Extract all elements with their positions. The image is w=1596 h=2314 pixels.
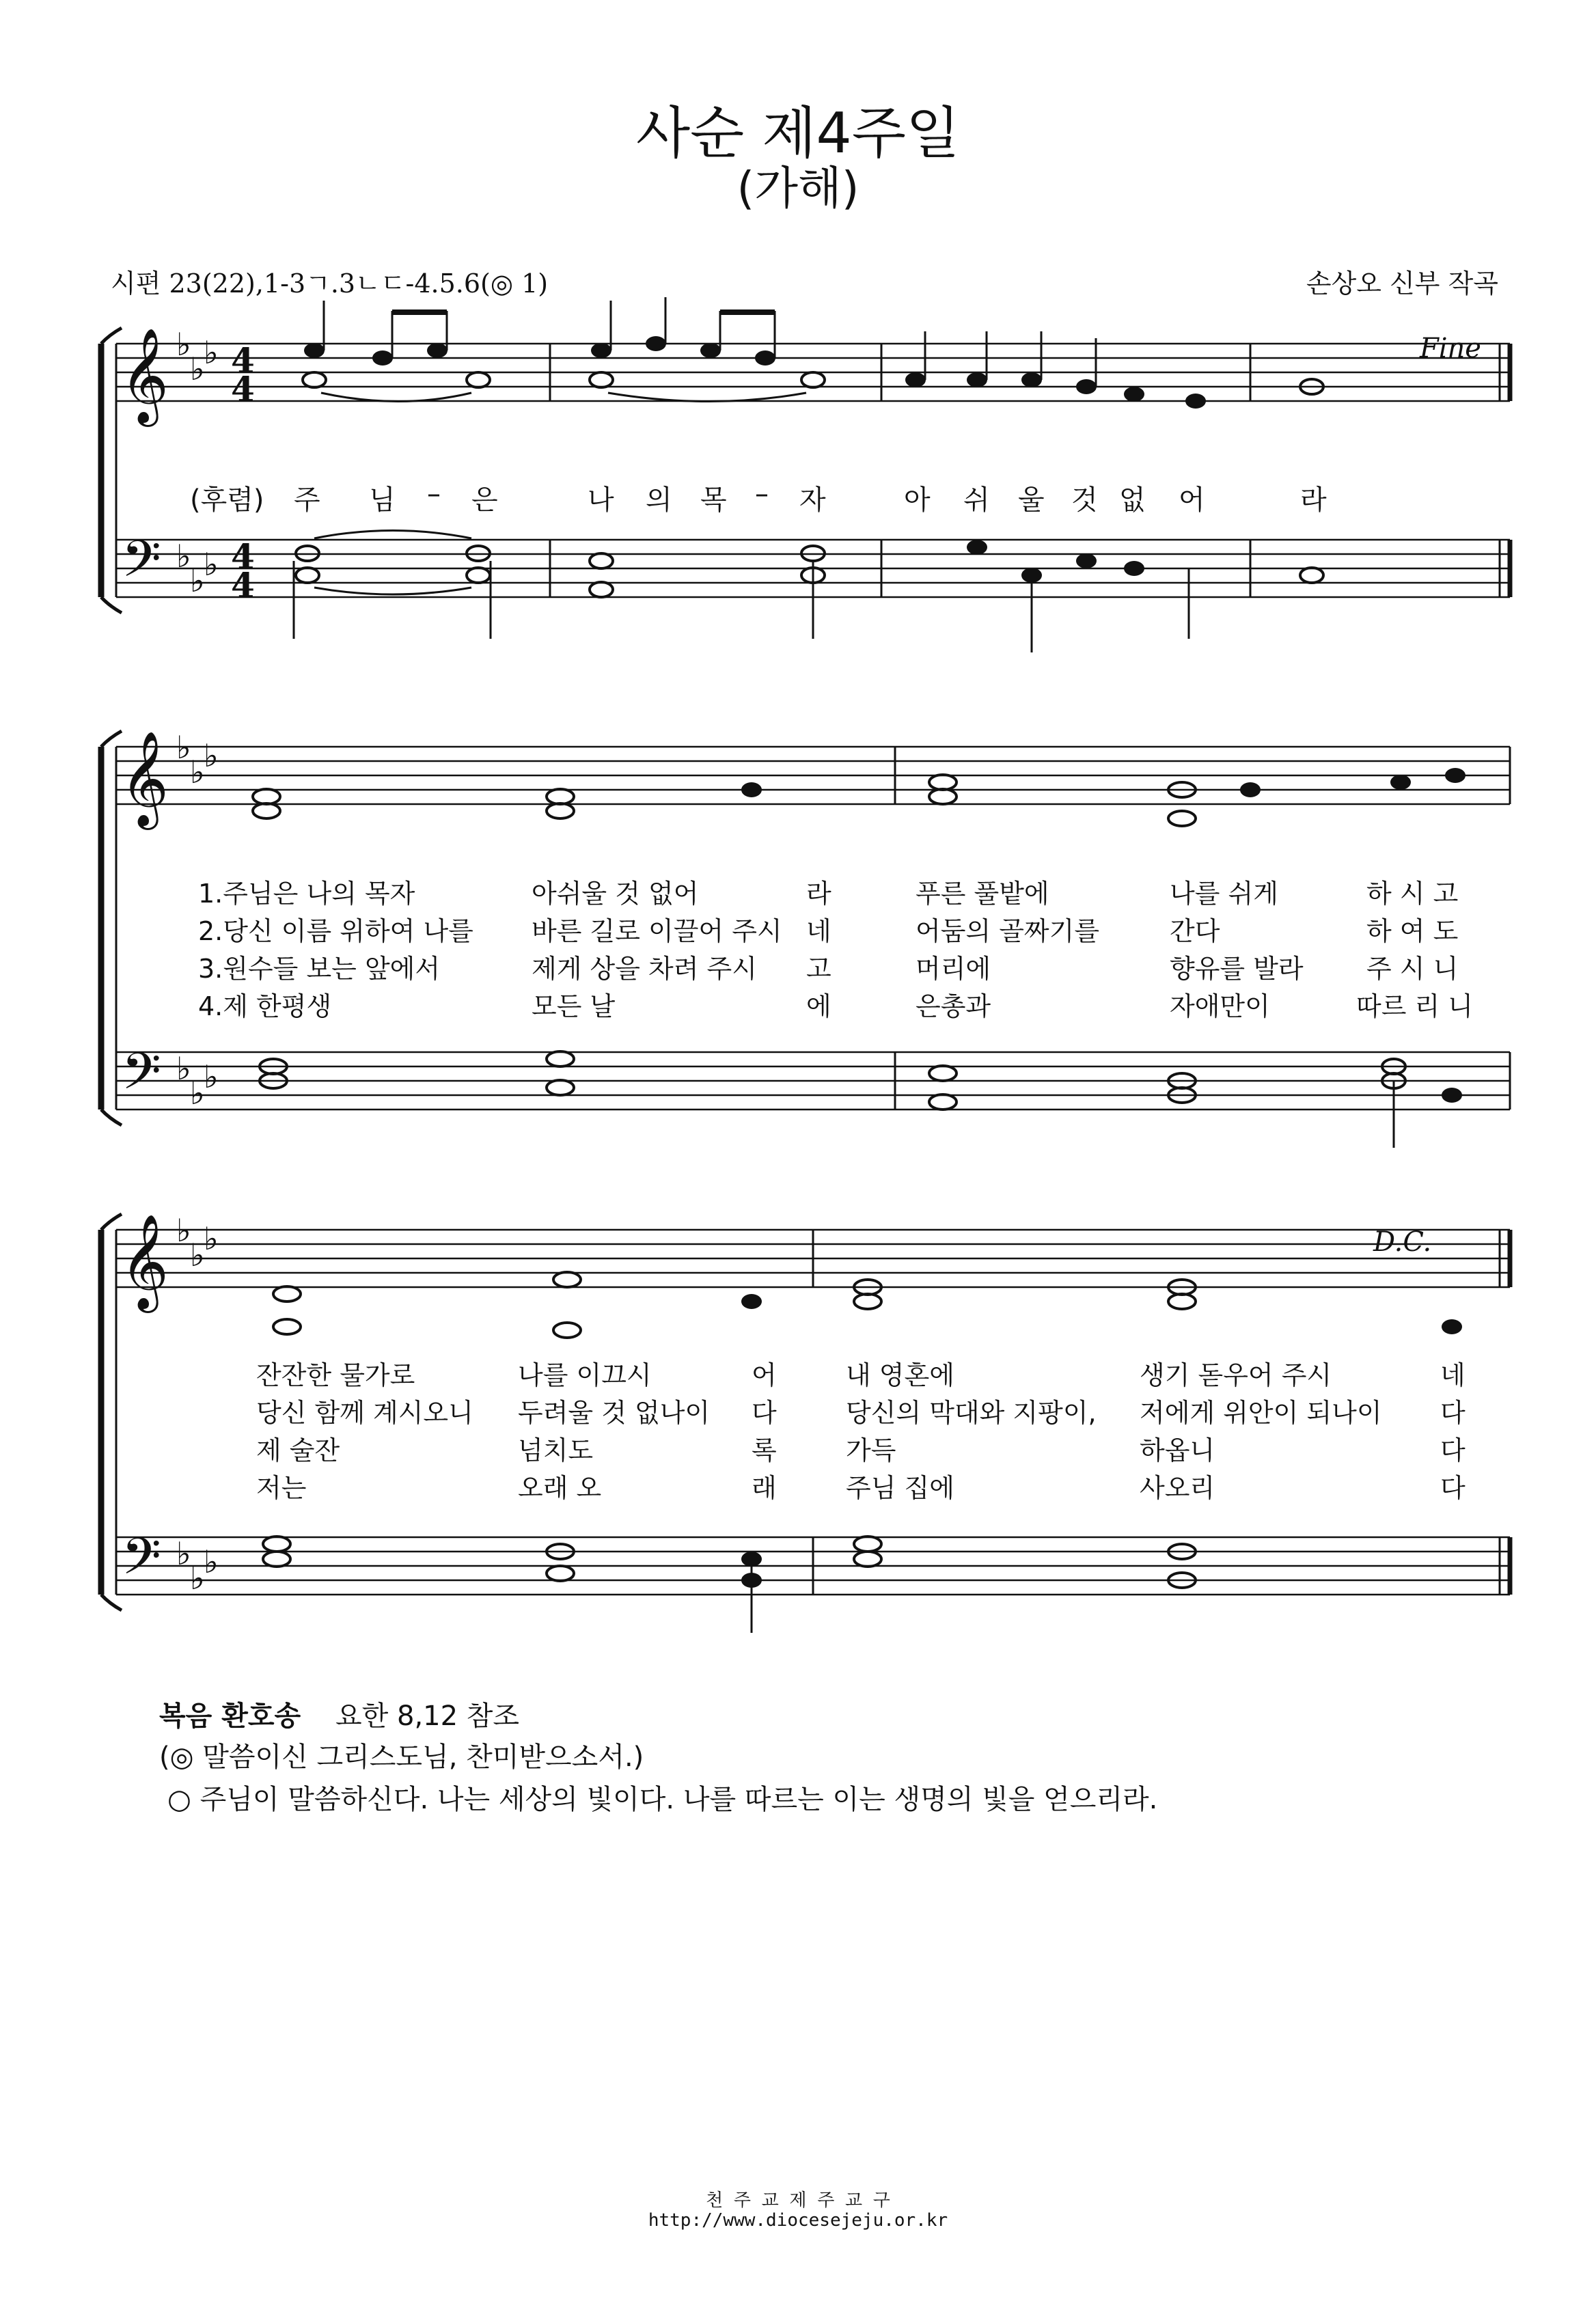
fine-marking: Fine [1420, 333, 1481, 364]
verse-line-2-col-1: 당신 함께 계시오니 [256, 1398, 473, 1428]
refrain-syllable: 어 [1179, 484, 1205, 516]
verse-line-1-col-1: 잔잔한 물가로 [256, 1360, 415, 1390]
svg-text:𝄞: 𝄞 [120, 731, 169, 826]
verse-line-2-col-3: 네 [806, 916, 831, 946]
refrain-syllable: 울 [1018, 484, 1045, 516]
svg-text:♭: ♭ [204, 1058, 219, 1095]
verse-line-4-col-6: 따르 리 니 [1356, 991, 1473, 1021]
svg-text:♭: ♭ [176, 538, 191, 575]
verse-line-3-col-4: 머리에 [916, 954, 991, 984]
svg-text:4: 4 [231, 340, 255, 381]
svg-text:♭: ♭ [204, 737, 219, 774]
verse-line-2-col-6: 다 [1440, 1398, 1466, 1428]
verse-line-3-col-4: 가득 [846, 1435, 896, 1465]
svg-text:♭: ♭ [204, 1220, 219, 1257]
gospel-verse: ○ 주님이 말씀하신다. 나는 세상의 빛이다. 나를 따르는 이는 생명의 빛을 얻으리라. [167, 1784, 1158, 1815]
verse-line-2-col-5: 저에게 위안이 되나이 [1140, 1398, 1382, 1428]
verse-line-4-col-3: 래 [752, 1473, 777, 1503]
verse-line-1-col-6: 네 [1440, 1360, 1466, 1390]
svg-text:♭: ♭ [190, 1075, 205, 1112]
verse-line-3-col-6: 주 시 니 [1366, 954, 1459, 984]
dc-marking: D.C. [1373, 1226, 1432, 1258]
refrain-syllable: 의 [646, 484, 672, 516]
svg-text:4: 4 [231, 565, 255, 605]
svg-text:♭: ♭ [176, 729, 191, 766]
verse-line-1-col-4: 푸른 풀밭에 [916, 879, 1049, 909]
verse-line-4-col-5: 자애만이 [1170, 991, 1270, 1021]
refrain-syllable: 아 [904, 484, 931, 516]
svg-text:♭: ♭ [176, 1050, 191, 1087]
verse-line-2-col-4: 당신의 막대와 지팡이, [846, 1398, 1097, 1428]
verse-line-1-col-2: 나를 이끄시 [518, 1360, 652, 1390]
refrain-syllable: 쉬 [963, 484, 990, 516]
gospel-response: (◎ 말씀이신 그리스도님, 찬미받으소서.) [159, 1741, 644, 1773]
gospel-heading-line [159, 1694, 519, 1733]
page-title: 사순 제4주일 [635, 101, 961, 166]
svg-text:𝄢: 𝄢 [122, 529, 161, 601]
verse-line-3-col-3: 고 [806, 954, 831, 984]
refrain-syllable: 라 [1300, 484, 1327, 516]
svg-text:♭: ♭ [176, 1535, 191, 1572]
verse-line-1-col-1: 1.주님은 나의 목자 [198, 879, 415, 909]
svg-text:♭: ♭ [190, 1237, 205, 1273]
refrain-syllable: 없 [1119, 484, 1146, 516]
refrain-syllable: 은 [471, 484, 498, 516]
verse-line-2-col-2: 두려울 것 없나이 [518, 1398, 711, 1428]
svg-text:♭: ♭ [190, 754, 205, 790]
gospel-reference: 요한 8,12 참조 [335, 1700, 520, 1732]
svg-text:𝄞: 𝄞 [120, 328, 169, 423]
verse-line-4-col-2: 오래 오 [518, 1473, 602, 1503]
verse-line-4-col-2: 모든 날 [532, 991, 616, 1021]
refrain-syllable: 것 [1071, 484, 1098, 516]
refrain-syllable: 나 [588, 484, 614, 516]
refrain-syllable: 주 [294, 484, 320, 516]
verse-line-4-col-4: 주님 집에 [846, 1473, 954, 1503]
verse-line-1-col-6: 하 시 고 [1366, 879, 1459, 909]
verse-line-3-col-5: 향유를 발라 [1170, 954, 1304, 984]
verse-line-3-col-6: 다 [1440, 1435, 1466, 1465]
composer-credit: 손상오 신부 작곡 [1306, 268, 1498, 299]
verse-line-1-col-3: 라 [806, 879, 831, 909]
verse-line-2-col-6: 하 여 도 [1366, 916, 1459, 946]
verse-line-1-col-4: 내 영혼에 [846, 1360, 954, 1390]
refrain-label: (후렴) [190, 484, 264, 516]
verse-line-3-col-3: 록 [752, 1435, 777, 1465]
footer-url[interactable]: http://www.diocesejeju.or.kr [648, 2210, 948, 2231]
verse-line-4-col-3: 에 [806, 991, 831, 1021]
verse-line-3-col-2: 제게 상을 차려 주시 [532, 954, 757, 984]
verse-line-1-col-5: 나를 쉬게 [1170, 879, 1278, 909]
verse-line-2-col-4: 어둠의 골짜기를 [916, 916, 1100, 946]
verse-line-2-col-3: 다 [752, 1398, 777, 1428]
gospel-heading: 복음 환호송 [159, 1700, 301, 1732]
verse-line-1-col-2: 아쉬울 것 없어 [532, 879, 699, 909]
svg-text:♭: ♭ [204, 1543, 219, 1580]
verse-line-3-col-2: 넘치도 [518, 1435, 594, 1465]
refrain-syllable: 님 [369, 484, 396, 516]
verse-line-2-col-2: 바른 길로 이끌어 주시 [532, 916, 782, 946]
svg-text:♭: ♭ [190, 350, 205, 387]
verse-line-3-col-5: 하옵니 [1140, 1435, 1215, 1465]
system-brackets [101, 328, 122, 1610]
svg-text:𝄞: 𝄞 [120, 1214, 169, 1309]
footer-org: 천 주 교 제 주 교 구 [706, 2190, 890, 2211]
svg-text:♭: ♭ [190, 1560, 205, 1597]
clefs [120, 328, 169, 1599]
page-subtitle: (가해) [737, 162, 859, 215]
svg-text:♭: ♭ [176, 326, 191, 363]
verse-line-2-col-5: 간다 [1170, 916, 1220, 946]
svg-text:4: 4 [231, 369, 255, 409]
refrain-syllable: – [755, 478, 769, 510]
refrain-syllable: – [427, 478, 441, 510]
refrain-syllable: 목 [700, 484, 727, 516]
svg-text:𝄢: 𝄢 [122, 1527, 161, 1599]
verse-line-1-col-3: 어 [752, 1360, 777, 1390]
verse-line-4-col-1: 저는 [256, 1473, 307, 1503]
verse-line-4-col-1: 4.제 한평생 [198, 991, 332, 1021]
verse-line-4-col-5: 사오리 [1140, 1473, 1215, 1503]
refrain-syllable: 자 [799, 484, 826, 516]
verse-line-3-col-1: 3.원수들 보는 앞에서 [198, 954, 441, 984]
verse-line-2-col-1: 2.당신 이름 위하여 나를 [198, 916, 473, 946]
svg-text:♭: ♭ [204, 546, 219, 583]
time-signatures [231, 340, 255, 605]
svg-text:♭: ♭ [190, 562, 205, 599]
verse-line-4-col-4: 은총과 [916, 991, 991, 1021]
psalm-reference: 시편 23(22),1-3ㄱ.3ㄴㄷ-4.5.6(◎ 1) [111, 268, 549, 299]
verse-line-1-col-5: 생기 돋우어 주시 [1140, 1360, 1332, 1390]
svg-text:♭: ♭ [176, 1212, 191, 1249]
verse-line-3-col-1: 제 술잔 [256, 1435, 340, 1465]
verse-line-4-col-6: 다 [1440, 1473, 1466, 1503]
svg-text:𝄢: 𝄢 [122, 1042, 161, 1114]
svg-text:♭: ♭ [204, 334, 219, 371]
svg-text:4: 4 [231, 536, 255, 577]
